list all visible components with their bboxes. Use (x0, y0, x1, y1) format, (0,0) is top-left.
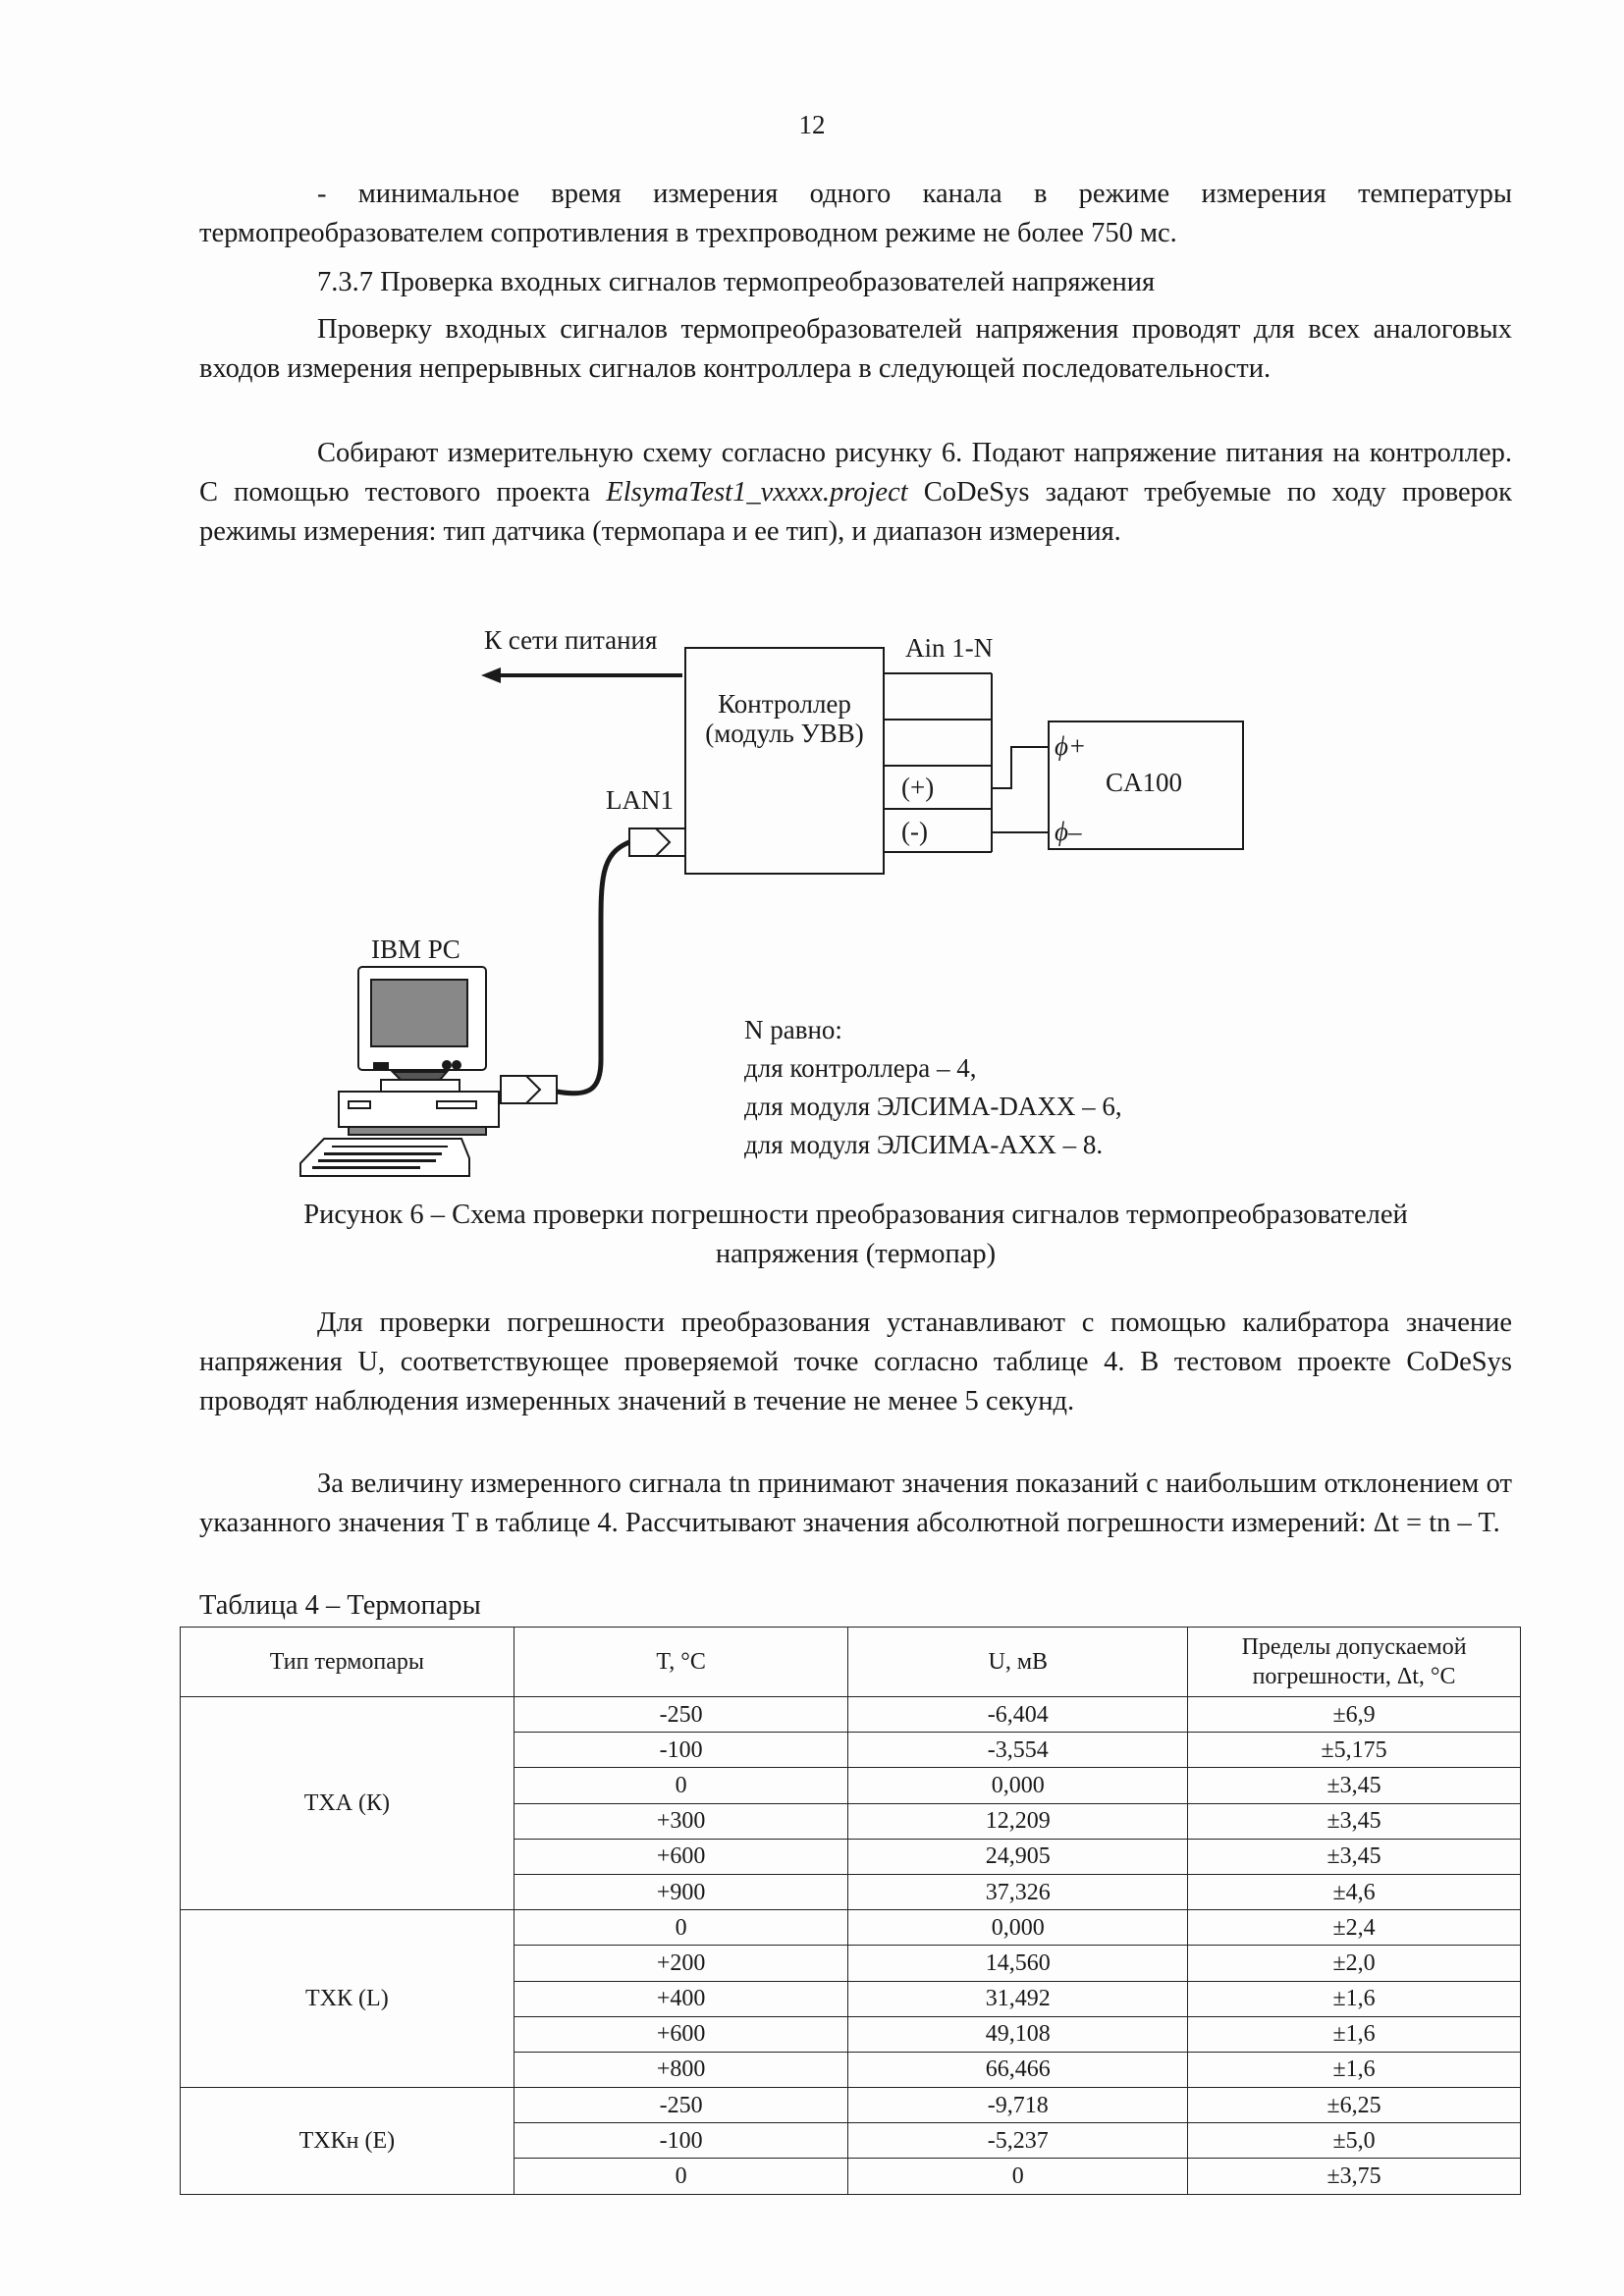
note-line: для модуля ЭЛСИМА-AXX – 8. (744, 1130, 1104, 1159)
cell-dt: ±3,75 (1188, 2159, 1521, 2194)
cell-dt: ±6,9 (1188, 1697, 1521, 1733)
cell-u: 31,492 (848, 1981, 1188, 2016)
cell-u: -6,404 (848, 1697, 1188, 1733)
calibrator-label: CA100 (1106, 768, 1183, 797)
header-type: Тип термопары (181, 1628, 514, 1697)
cal-plus-terminal: ϕ+ (1055, 731, 1087, 761)
cell-dt: ±1,6 (1188, 1981, 1521, 2016)
thermocouple-type: ТХА (К) (181, 1697, 514, 1910)
cell-dt: ±5,0 (1188, 2123, 1521, 2159)
cell-dt: ±2,4 (1188, 1910, 1521, 1946)
cell-dt: ±2,0 (1188, 1946, 1521, 1981)
page-number: 12 (798, 110, 826, 139)
table-row (181, 2088, 1521, 2123)
section-heading: 7.3.7 Проверка входных сигналов термопреобразователей напряжения (317, 267, 1156, 297)
cal-minus-terminal: ϕ– (1055, 817, 1082, 846)
cell-t: -100 (514, 2123, 848, 2159)
header-voltage: U, мВ (848, 1628, 1188, 1697)
paragraph-min-time: - минимальное время измерения одного канала в режиме измерения температуры термопреобразователем сопротивления в трехпроводном режиме не более 750 мс. (199, 179, 1512, 248)
computer-icon (300, 967, 499, 1176)
paragraph-error-calc: За величину измеренного сигнала tn принимают значения показаний с наибольшим отклонением от указанного значения T в таблице 4. Рассчитывают значения абсолютной погрешности измерений: Δt = tn – T. (199, 1468, 1512, 1538)
cell-t: -250 (514, 2088, 848, 2123)
cell-u: 49,108 (848, 2016, 1188, 2052)
table-header-row (181, 1628, 1521, 1697)
cell-t: +400 (514, 1981, 848, 2016)
cell-u: 0,000 (848, 1768, 1188, 1803)
cell-dt: ±1,6 (1188, 2016, 1521, 2052)
channel-count-note (744, 1011, 1122, 1164)
cell-t: -250 (514, 1697, 848, 1733)
thermocouple-table (180, 1627, 1521, 2195)
power-label: К сети питания (484, 625, 658, 655)
setup-text-1: Собирают измерительную схему согласно рисунку 6. Подают напряжение питания на контроллер. С помощью тестового проекта (199, 438, 1512, 507)
cell-u: 0,000 (848, 1910, 1188, 1946)
cell-t: +900 (514, 1874, 848, 1909)
cell-dt: ±3,45 (1188, 1768, 1521, 1803)
cell-t: +800 (514, 2052, 848, 2087)
note-title: N равно: (744, 1015, 842, 1044)
cell-t: 0 (514, 1768, 848, 1803)
header-temperature: T, °C (514, 1628, 848, 1697)
cell-t: 0 (514, 2159, 848, 2194)
paragraph-setup (199, 434, 1512, 552)
cell-u: 24,905 (848, 1839, 1188, 1874)
cell-dt: ±5,175 (1188, 1733, 1521, 1768)
table-title: Таблица 4 – Термопары (199, 1590, 481, 1621)
cell-dt: ±3,45 (1188, 1803, 1521, 1839)
caption-line2: напряжения (термопар) (715, 1239, 997, 1269)
note-line: для контроллера – 4, (744, 1053, 977, 1083)
controller-label (685, 689, 884, 748)
cell-u: -5,237 (848, 2123, 1188, 2159)
lan-label: LAN1 (606, 785, 674, 815)
minus-terminal: (-) (901, 817, 928, 846)
controller-label-line2: (модуль УВВ) (705, 719, 864, 748)
cell-dt: ±1,6 (1188, 2052, 1521, 2087)
note-line: для модуля ЭЛСИМА-DAXX – 6, (744, 1092, 1122, 1121)
cell-u: 66,466 (848, 2052, 1188, 2087)
controller-label-line1: Контроллер (718, 689, 851, 719)
table-row (181, 1697, 1521, 1733)
thermocouple-type: ТХКн (Е) (181, 2088, 514, 2195)
cell-dt: ±3,45 (1188, 1839, 1521, 1874)
cell-t: +600 (514, 2016, 848, 2052)
cell-u: 14,560 (848, 1946, 1188, 1981)
cell-u: -3,554 (848, 1733, 1188, 1768)
plus-terminal: (+) (901, 773, 935, 802)
cell-t: +300 (514, 1803, 848, 1839)
ain-label: Ain 1-N (905, 633, 994, 663)
cell-u: 37,326 (848, 1874, 1188, 1909)
cell-t: +600 (514, 1839, 848, 1874)
cell-u: -9,718 (848, 2088, 1188, 2123)
thermocouple-type: ТХК (L) (181, 1910, 514, 2088)
cell-dt: ±4,6 (1188, 1874, 1521, 1909)
caption-line1: Рисунок 6 – Схема проверки погрешности преобразования сигналов термопреобразователей (303, 1200, 1408, 1230)
cell-t: 0 (514, 1910, 848, 1946)
cell-dt: ±6,25 (1188, 2088, 1521, 2123)
paragraph-calibration: Для проверки погрешности преобразования устанавливают с помощью калибратора значение напряжения U, соответствующее проверяемой точке согласно таблице 4. В тестовом проекте CoDeSys проводят наблюдения измеренных значений в течение не менее 5 секунд. (199, 1308, 1512, 1416)
project-filename: ElsymaTest1_vxxxx.project (606, 477, 908, 507)
cell-u: 0 (848, 2159, 1188, 2194)
cell-t: -100 (514, 1733, 848, 1768)
cell-t: +200 (514, 1946, 848, 1981)
paragraph-procedure: Проверку входных сигналов термопреобразователей напряжения проводят для всех аналоговых входов измерения непрерывных сигналов контроллера в следующей последовательности. (199, 314, 1512, 384)
cell-u: 12,209 (848, 1803, 1188, 1839)
table-row (181, 1910, 1521, 1946)
figure-caption (199, 1196, 1512, 1274)
setup-text-2: CoDeSys задают требуемые по ходу проверок режимы измерения: тип датчика (термопара и ее тип), и диапазон измерения. (199, 477, 1512, 547)
header-tolerance: Пределы допускаемой погрешности, Δt, °C (1188, 1628, 1521, 1697)
pc-label: IBM PC (371, 934, 460, 964)
